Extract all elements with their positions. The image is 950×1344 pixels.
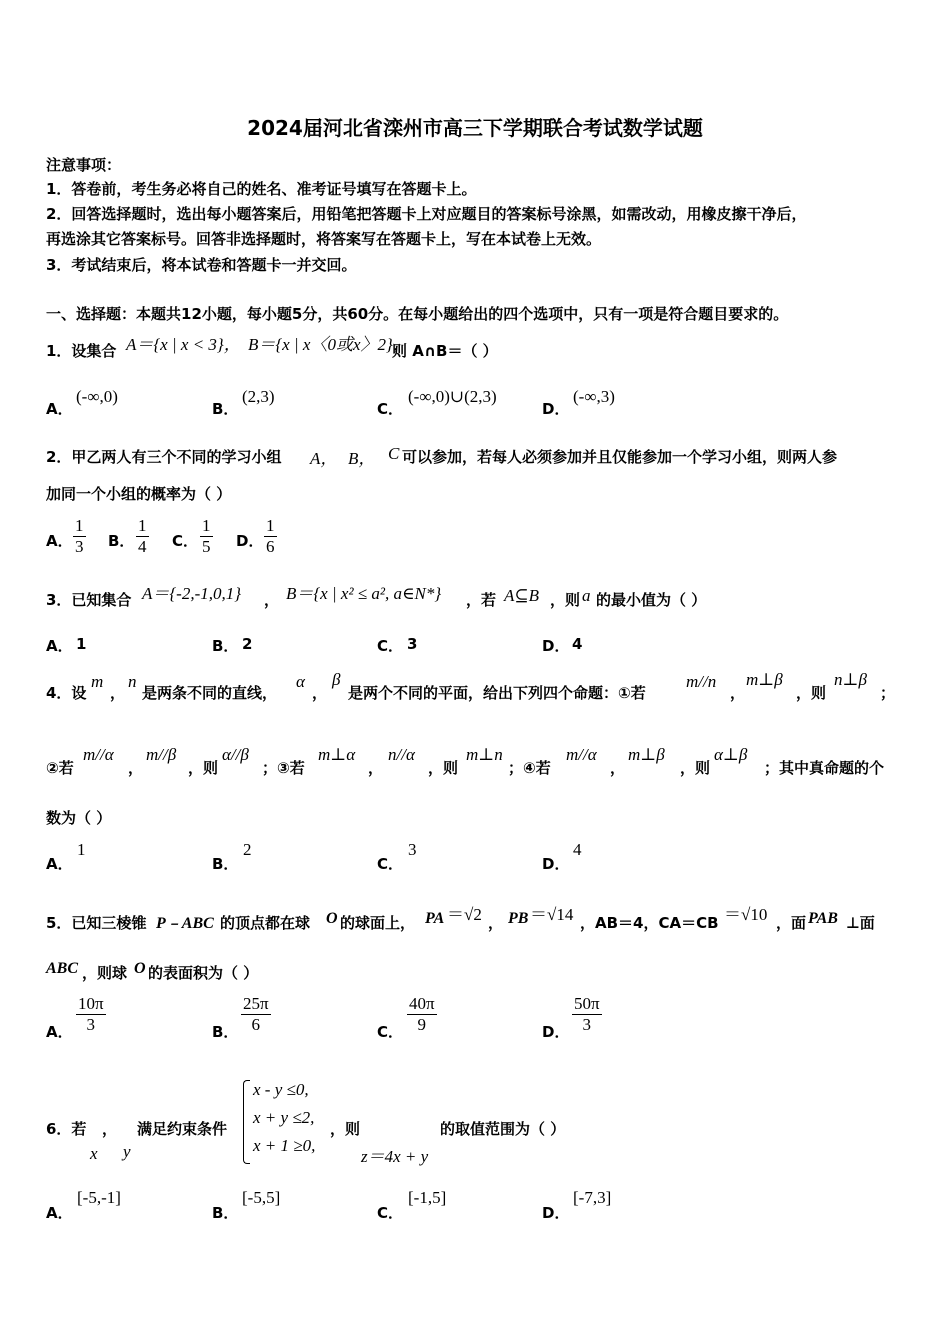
option-value: 1 [76, 635, 87, 653]
option-label: A． [46, 400, 73, 418]
q4-text: 4．设 [46, 684, 87, 702]
option-label: B． [212, 855, 239, 873]
q1-ask: 则 A∩B＝（ ） [392, 342, 498, 360]
option-label: B． [212, 1023, 239, 1041]
q5-math: P﹣ABC [156, 915, 214, 932]
q4-math: β [332, 670, 341, 689]
section-heading: 一、选择题：本题共12小题，每小题5分，共60分。在每小题给出的四个选项中，只有一项是符合题目要求的。 [46, 305, 789, 323]
q4-text: ；④若 [508, 759, 551, 777]
q4-math: m//α [83, 745, 114, 764]
q5-text: 的顶点都在球 [220, 914, 311, 932]
option-label: B． [212, 637, 239, 655]
option-label: A． [46, 1023, 73, 1041]
q3-mid2: ，则 [550, 591, 581, 609]
q4-math: m//β [146, 745, 177, 764]
option-label: D． [542, 1204, 570, 1222]
option-value: 1 [77, 840, 86, 859]
q4-math: α [296, 672, 305, 691]
q5-text: 5．已知三棱锥 [46, 914, 147, 932]
q6-expr: z＝4x + y [361, 1147, 429, 1166]
constraint-system [243, 1080, 333, 1164]
option-label: A． [46, 532, 73, 550]
q6-text: ，则 [330, 1120, 361, 1138]
option-label: A． [46, 637, 73, 655]
option-label: B． [108, 532, 135, 550]
q4-text: ；③若 [262, 759, 305, 777]
q4-line3: 数为（ ） [46, 809, 112, 827]
q5-pa-value: ＝√2 [447, 905, 482, 924]
q4-text: ， [610, 759, 626, 777]
q4-text: ，则 [428, 759, 459, 777]
q5-text: ， [488, 914, 504, 932]
q3-set-b: B＝{x | x² ≤ a², a∈N*} [286, 584, 442, 603]
q5-math: PB [508, 910, 529, 927]
q5-pb-value: ＝√14 [530, 905, 574, 924]
q4-math: n//α [388, 745, 415, 764]
q3-comma: ， [264, 591, 280, 609]
constraint-row: x + 1 ≥0, [253, 1136, 316, 1155]
q4-math: m⊥n [466, 745, 503, 764]
option-value: 3 [408, 840, 417, 859]
option-fraction: $\frac{25\pi}{6}$ [243, 994, 269, 1034]
notice-item: 2．回答选择题时，选出每小题答案后，用铅笔把答题卡上对应题目的答案标号涂黑，如需改动，用橡皮擦干净后， [46, 205, 807, 223]
q1-set-a: A＝{x | x < 3}， [126, 335, 241, 354]
option-value: (-∞,0)∪(2,3) [408, 387, 497, 406]
option-value: [-5,5] [242, 1188, 281, 1207]
page-title: 2024届河北省滦州市高三下学期联合考试数学试题 [247, 116, 703, 140]
option-label: B． [212, 1204, 239, 1222]
q4-math: α//β [222, 745, 249, 764]
option-value: 4 [572, 635, 583, 653]
q5-math: ABC [46, 960, 79, 977]
q5-text: ，AB＝4，CA＝CB [580, 914, 719, 932]
option-label: C． [377, 1023, 404, 1041]
q4-text: ，则 [796, 684, 827, 702]
q4-text: ；其中真命题的个 [764, 759, 885, 777]
option-value: [-5,-1] [77, 1188, 121, 1207]
option-fraction: $\frac{40\pi}{9}$ [409, 994, 435, 1034]
option-value: [-1,5] [408, 1188, 447, 1207]
notice-item: 3．考试结束后，将本试卷和答题卡一并交回。 [46, 256, 357, 274]
option-label: C． [377, 637, 404, 655]
option-value: (-∞,0) [76, 387, 118, 406]
option-value: (-∞,3) [573, 387, 615, 406]
q4-text: ， [110, 684, 126, 702]
option-label: D． [542, 637, 570, 655]
q3-end: 的最小值为（ ） [596, 591, 707, 609]
q3-var: a [582, 586, 591, 605]
q4-text: ， [128, 759, 144, 777]
q2-line1b: 可以参加，若每人必须参加并且仅能参加一个学习小组，则两人参 [402, 448, 838, 466]
option-value: [-7,3] [573, 1188, 612, 1207]
q6-text: 6．若 [46, 1120, 87, 1138]
q5-text: ⊥面 [846, 914, 875, 932]
q5-text: 的球面上， [340, 914, 416, 932]
option-label: B． [212, 400, 239, 418]
option-value: 4 [573, 840, 582, 859]
option-label: C． [377, 855, 404, 873]
q4-math: m//n [686, 672, 717, 691]
q5-text: ，则球 [82, 964, 128, 982]
q4-text: 是两条不同的直线， [142, 684, 278, 702]
notice-item: 1．答卷前，考生务必将自己的姓名、准考证号填写在答题卡上。 [46, 180, 477, 198]
option-label: D． [542, 1023, 570, 1041]
q5-text: 的表面积为（ ） [148, 964, 259, 982]
q4-math: n⊥β [834, 670, 867, 689]
q5-text: ，面 [776, 914, 807, 932]
option-fraction: $\frac{1}{6}$ [266, 516, 275, 556]
option-fraction: $\frac{1}{5}$ [202, 516, 211, 556]
q2-group-b: B， [348, 449, 376, 468]
q5-math: O [326, 910, 338, 927]
q5-math: PA [425, 910, 445, 927]
brace-icon [243, 1080, 250, 1164]
option-value: (2,3) [242, 387, 275, 406]
q6-text: ， [102, 1120, 118, 1138]
option-fraction: $\frac{1}{4}$ [138, 516, 147, 556]
q4-math: m [91, 672, 104, 691]
q5-ca-value: ＝√10 [724, 905, 768, 924]
option-fraction: $\frac{50\pi}{3}$ [574, 994, 600, 1034]
q4-math: m//α [566, 745, 597, 764]
notice-item: 再选涂其它答案标号。回答非选择题时，将答案写在答题卡上，写在本试卷上无效。 [46, 230, 602, 248]
q4-text: ， [730, 684, 746, 702]
option-label: C． [377, 1204, 404, 1222]
option-value: 2 [242, 635, 253, 653]
q4-math: m⊥α [318, 745, 356, 764]
q4-text: ， [368, 759, 384, 777]
q1-prefix: 1．设集合 [46, 342, 117, 360]
option-label: C． [172, 532, 199, 550]
q4-math: α⊥β [714, 745, 748, 764]
q4-math: n [128, 672, 137, 691]
q2-group-c: C [388, 444, 400, 463]
option-fraction: $\frac{1}{3}$ [75, 516, 84, 556]
q2-line2: 加同一个小组的概率为（ ） [46, 485, 232, 503]
q4-text: ， [312, 684, 328, 702]
q4-text: ②若 [46, 759, 74, 777]
q4-text: ； [880, 684, 896, 702]
q5-math: PAB [808, 910, 838, 927]
option-fraction: $\frac{10\pi}{3}$ [78, 994, 104, 1034]
option-label: A． [46, 1204, 73, 1222]
notice-heading: 注意事项： [46, 156, 122, 174]
q3-mid: ，若 [466, 591, 497, 609]
q2-group-a: A， [310, 449, 338, 468]
option-value: 3 [407, 635, 418, 653]
q4-math: m⊥β [746, 670, 783, 689]
q6-text: 满足约束条件 [137, 1120, 228, 1138]
q3-prefix: 3．已知集合 [46, 591, 132, 609]
q6-text: 的取值范围为（ ） [440, 1120, 566, 1138]
q4-text: ，则 [188, 759, 219, 777]
constraint-row: x + y ≤2, [253, 1108, 315, 1127]
option-label: A． [46, 855, 73, 873]
constraint-row: x - y ≤0, [253, 1080, 309, 1099]
option-value: 2 [243, 840, 252, 859]
q2-line1a: 2．甲乙两人有三个不同的学习小组 [46, 448, 282, 466]
q4-text: ，则 [680, 759, 711, 777]
q3-cond: A⊆B [504, 586, 540, 605]
q1-set-b: B＝{x | x〈0或x〉2}， [248, 335, 410, 354]
q6-var-x: x [90, 1144, 98, 1163]
q3-set-a: A＝{-2,-1,0,1} [142, 584, 242, 603]
q4-math: m⊥β [628, 745, 665, 764]
option-label: C． [377, 400, 404, 418]
q5-math: O [134, 960, 146, 977]
q4-text: 是两个不同的平面，给出下列四个命题：①若 [348, 684, 646, 702]
option-label: D． [236, 532, 264, 550]
option-label: D． [542, 400, 570, 418]
q6-var-y: y [123, 1142, 131, 1161]
option-label: D． [542, 855, 570, 873]
